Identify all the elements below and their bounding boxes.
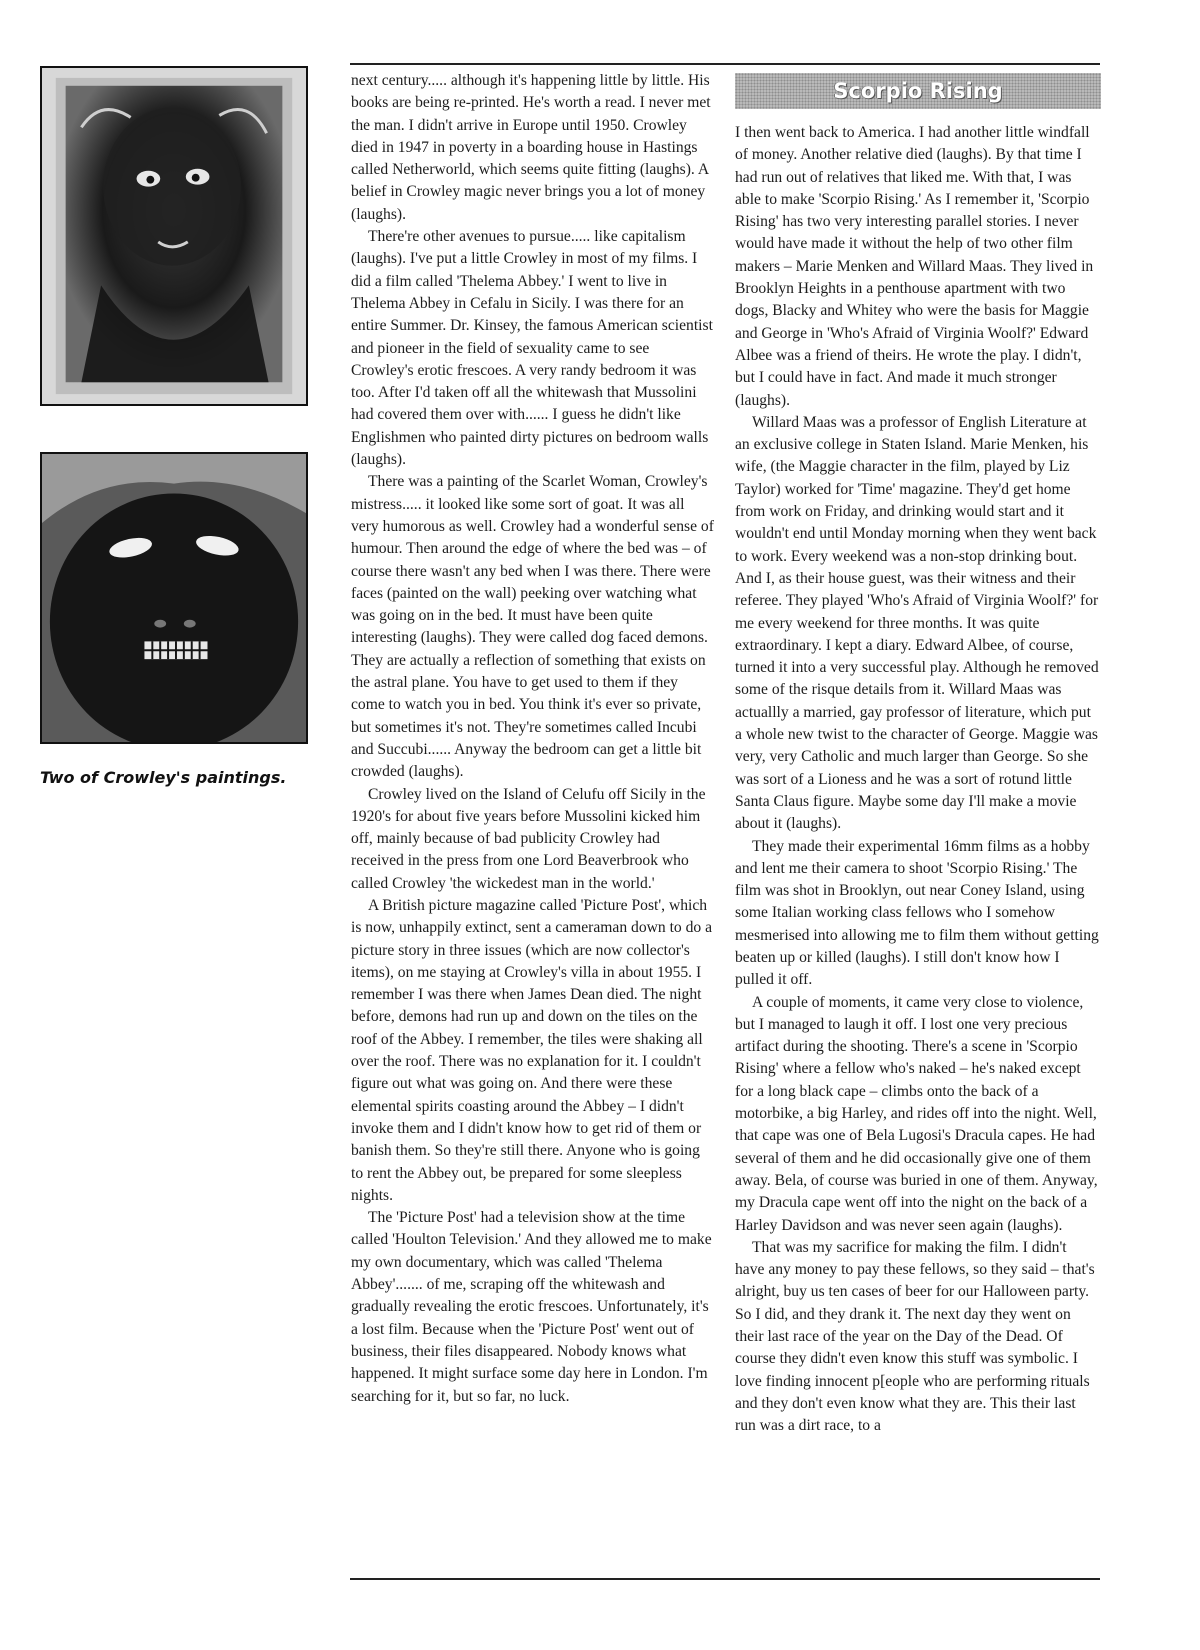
crowley-painting-face-image [40,66,308,406]
article-column-right [735,122,1099,1438]
paragraph: They made their experimental 16mm films as a hobby and lent me their camera to shoot 'Scorpio Rising.' The film was shot in Brooklyn, out near Coney Island, using some Italian working class fellows who I somehow mesmerised into allowing me to film them without getting beaten up or killed (laughs). I still don't know how I pulled it off. [735,837,1099,989]
bottom-rule [350,1578,1100,1580]
article-column-left [351,70,715,1408]
paragraph: A couple of moments, it came very close to violence, but I managed to laugh it off. I lost one very precious artifact during the shooting. There's a scene in 'Scorpio Rising' where a fellow who's naked – he's naked except for a long black cape – climbs onto the back of a motorbike, a big Harley, and rides off into the night. Well, that cape was one of Bela Lugosi's Dracula capes. He had several of them and he did occasionally give one of them away. Bela, of course was buried in one of them. Anyway, my Dracula cape went off into the night on the back of a Harley Davidson and was never seen again (laughs). [735,993,1098,1234]
section-heading-bar [735,73,1101,109]
paragraph: The 'Picture Post' had a television show at the time called 'Houlton Television.' And they allowed me to make my own documentary, which was called 'Thelema Abbey'....... of me, scraping off the whitewash and gradually revealing the erotic frescoes. Unfortunately, it's a lost film. Because when the 'Picture Post' went out of business, their files disappeared. Nobody knows what happened. It might surface some day here in London. I'm searching for it, but so far, no luck. [351,1209,712,1405]
paragraph: Crowley lived on the Island of Celufu off Sicily in the 1920's for about five years before Mussolini kicked him off, mainly because of bad publicity Crowley had received in the press from one Lord Beaverbrook who called Crowley 'the wickedest man in the world.' [351,785,706,892]
paragraph: There was a painting of the Scarlet Woman, Crowley's mistress..... it looked like some sort of goat. It was all very humorous as well. Crowley had a wonderful sense of humour. Then around the edge of where the bed was – of course there wasn't any bed when I was there. There were faces (painted on the wall) peeking over watching what was going on in the bed. It must have been quite interesting (laughs). They were called dog faced demons. They are actually a reflection of something that exists on the astral plane. You have to get used to them if they come to watch you in bed. You think it's ever so private, but sometimes it's not. They're sometimes called Incubi and Succubi...... Anyway the bedroom can get a little bit crowded (laughs). [351,473,714,781]
top-rule [350,63,1100,65]
image-caption: Two of Crowley's paintings. [40,768,287,787]
paragraph: I then went back to America. I had another little windfall of money. Another relative died (laughs). By that time I had run out of relatives that liked me. With that, I was able to make 'Scorpio Rising.' As I remember it, 'Scorpio Rising' has two very interesting parallel stories. I never would have made it without the help of two other film makers – Marie Menken and Willard Maas. They lived in Brooklyn Heights in a penthouse apartment with two dogs, Blacky and Whitey who were the basis for Maggie and George in 'Who's Afraid of Virginia Woolf?' Edward Albee was a friend of theirs. He wrote the play. I didn't, but I could have in fact. And made it much stronger (laughs). [735,124,1094,409]
section-heading: Scorpio Rising [833,79,1003,103]
paragraph: Willard Maas was a professor of English Literature at an exclusive college in Staten Island. Marie Menken, his wife, (the Maggie character in the film, played by Liz Taylor) worked for 'Time' magazine. They'd get home from work on Friday, and drinking would start and it wouldn't end until Monday morning when they went back to work. Every weekend was a non-stop drinking bout. And I, as their house guest, was their witness and their referee. They played 'Who's Afraid of Virginia Woolf?' for me every weekend for three months. It was quite extraordinary. I kept a diary. Edward Albee, of course, turned it into a very successful play. Although he removed some of the risque details from it. Willard Maas was actuallly a married, gay professor of literature, which put a whole new twist to the character of George. Maggie was very, very Catholic and much larger than George. So she was sort of a Lioness and he was a sort of rotund little Santa Claus figure. Maybe some day I'll make a movie about it (laughs). [735,413,1099,833]
paragraph: That was my sacrifice for making the film. I didn't have any money to pay these fellows, so they said – that's alright, buy us ten cases of beer for our Halloween party. So I did, and they drank it. The next day they went on their last race of the year on the Day of the Dead. Of course they didn't even know this stuff was symbolic. I love finding innocent p[eople who are performing rituals and they don't even know what they are. This their last run was a dirt race, to a [735,1238,1095,1435]
crowley-painting-demon-mask-image [40,452,308,744]
paragraph: A British picture magazine called 'Picture Post', which is now, unhappily extinct, sent a cameraman down to do a picture story in three issues (which are now collector's items), on me staying at Crowley's villa in about 1955. I remember I was there when James Dean died. The night before, demons had run up and down on the tiles on the roof of the Abbey. I remember, the tiles were shaking all over the roof. There was no explanation for it. I couldn't figure out what was going on. And there were these elemental spirits coasting around the Abbey – I didn't invoke them and I didn't know how to get rid of them or banish them. So they're still there. Anyone who is going to rent the Abbey out, be prepared for some sleepless nights. [351,896,713,1204]
paragraph: next century..... although it's happening little by little. His books are being re-printed. He's worth a read. I never met the man. I didn't arrive in Europe until 1950. Crowley died in 1947 in poverty in a boarding house in Hastings called Netherworld, which seems quite fitting (laughs). A belief in Crowley magic never brings you a lot of money (laughs). [351,72,711,223]
paragraph: There're other avenues to pursue..... like capitalism (laughs). I've put a little Crowley in most of my films. I did a film called 'Thelema Abbey.' I went to live in Thelema Abbey in Cefalu in Sicily. I was there for an entire Summer. Dr. Kinsey, the famous American scientist and pioneer in the field of sexuality came to see Crowley's erotic frescoes. A very randy bedroom it was too. After I'd taken off all the whitewash that Mussolini had covered them over with...... I guess he didn't like Englishmen who painted dirty pictures on bedroom walls (laughs). [351,228,713,469]
